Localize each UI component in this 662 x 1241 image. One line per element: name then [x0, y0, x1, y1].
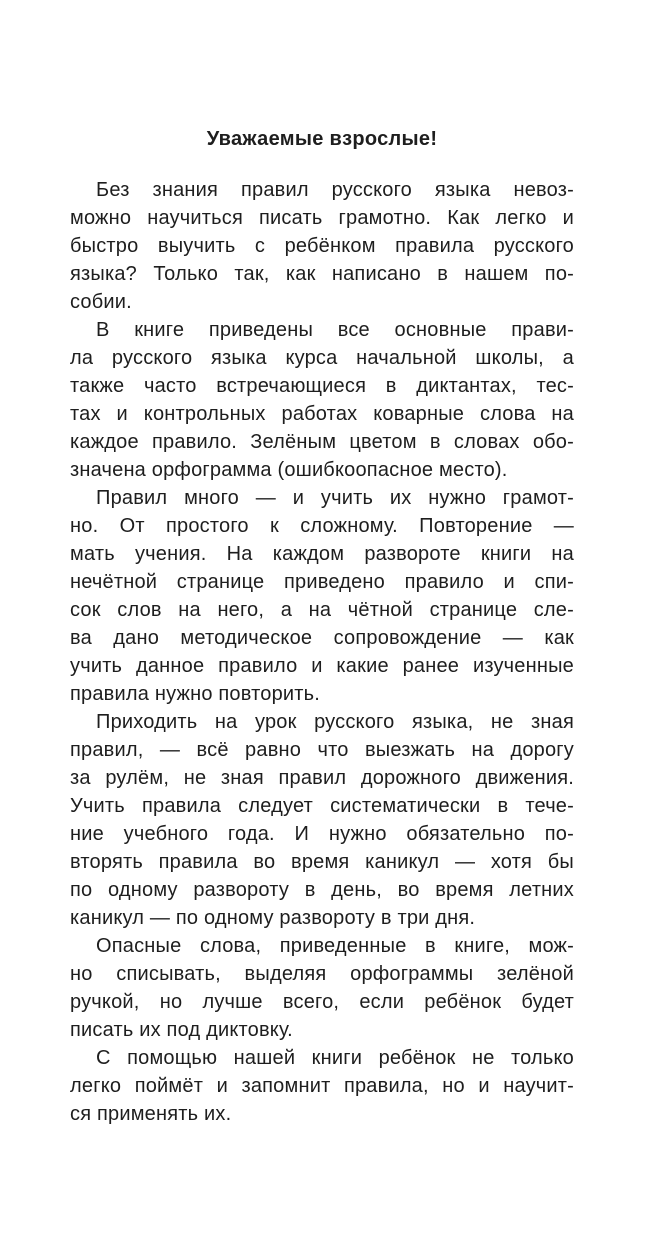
text-line: правила нужно повторить. [70, 683, 321, 705]
paragraph [70, 484, 574, 708]
text-line: ва дано методическое сопровождение — как [70, 627, 574, 649]
text-line: писать их под диктовку. [70, 1019, 293, 1041]
text-line: правил, — всё равно что выезжать на дорогу [70, 739, 574, 761]
text-line: но. От простого к сложному. Повторение — [70, 515, 574, 537]
paragraph [70, 708, 574, 932]
text-line: быстро выучить с ребёнком правила русского [70, 235, 574, 257]
text-line: ла русского языка курса начальной школы, а [70, 347, 574, 369]
text-line: В книге приведены все основные прави- [96, 319, 574, 341]
text-line: но списывать, выделяя орфограммы зелёной [70, 963, 574, 985]
text-line: значена орфограмма (ошибкоопасное место). [70, 459, 508, 481]
paragraph [70, 316, 574, 484]
page-body [70, 176, 574, 1128]
paragraph [70, 932, 574, 1044]
paragraph [70, 1044, 574, 1128]
text-line: сок слов на него, а на чётной странице сле- [70, 599, 574, 621]
text-line: тах и контрольных работах коварные слова на [70, 403, 574, 425]
text-line: мать учения. На каждом развороте книги на [70, 543, 574, 565]
text-line: легко поймёт и запомнит правила, но и научит- [70, 1075, 574, 1097]
text-line: нечётной странице приведено правило и спи- [70, 571, 574, 593]
text-line: языка? Только так, как написано в нашем по- [70, 263, 574, 285]
text-line: каникул — по одному развороту в три дня. [70, 907, 476, 929]
text-line: С помощью нашей книги ребёнок не только [96, 1047, 574, 1069]
text-line: также часто встречающиеся в диктантах, тес- [70, 375, 574, 397]
text-line: каждое правило. Зелёным цветом в словах обо- [70, 431, 574, 453]
page-title: Уважаемые взрослые! [206, 128, 438, 150]
text-line: собии. [70, 291, 132, 313]
text-line: вторять правила во время каникул — хотя бы [70, 851, 574, 873]
text-line: ручкой, но лучше всего, если ребёнок будет [70, 991, 574, 1013]
text-line: по одному развороту в день, во время летних [70, 879, 574, 901]
text-line: Правил много — и учить их нужно грамот- [96, 487, 574, 509]
text-line: Опасные слова, приведенные в книге, мож- [96, 935, 574, 957]
text-line: Приходить на урок русского языка, не зная [96, 711, 574, 733]
paragraph [70, 176, 574, 316]
text-line: Учить правила следует систематически в тече- [70, 795, 574, 817]
text-line: ся применять их. [70, 1103, 232, 1125]
text-line: за рулём, не зная правил дорожного движения. [70, 767, 574, 789]
text-line: учить данное правило и какие ранее изученные [70, 655, 574, 677]
text-line: Без знания правил русского языка невоз- [96, 179, 574, 201]
text-line: ние учебного года. И нужно обязательно по- [70, 823, 574, 845]
text-line: можно научиться писать грамотно. Как легко и [70, 207, 574, 229]
